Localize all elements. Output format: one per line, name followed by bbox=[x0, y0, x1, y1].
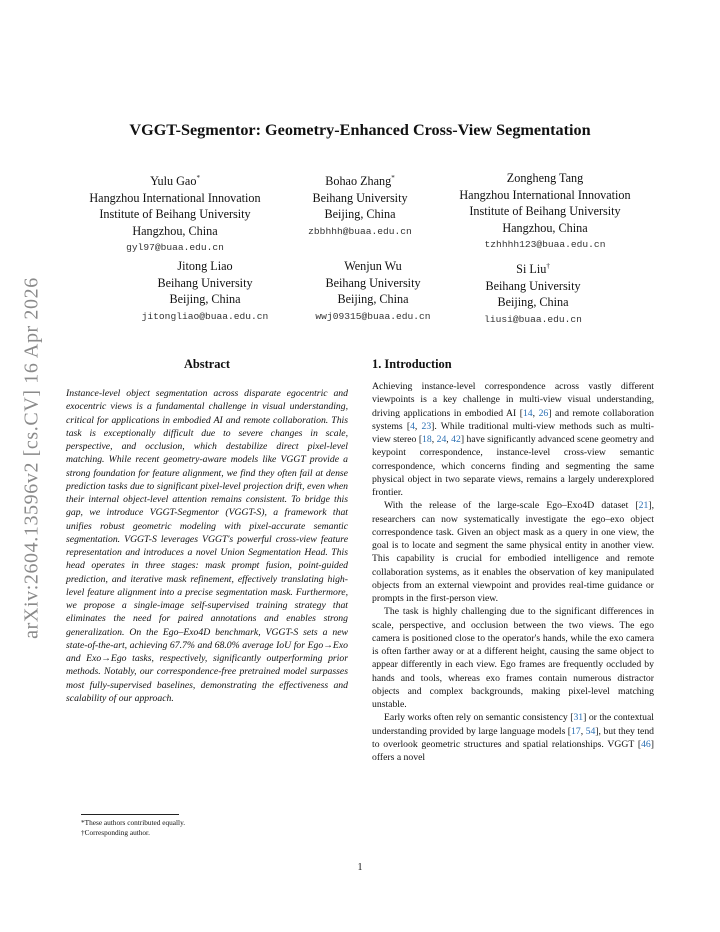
author-block bbox=[458, 258, 608, 328]
author-email[interactable]: gyl97@buaa.edu.cn bbox=[126, 242, 224, 254]
author-affiliation: Beihang University bbox=[157, 275, 253, 290]
author-location: Beijing, China bbox=[169, 292, 241, 306]
author-location: Hangzhou, China bbox=[132, 223, 218, 238]
citation-link[interactable]: 18 bbox=[422, 434, 432, 445]
author-affiliation: Institute of Beihang University bbox=[99, 207, 251, 222]
author-block bbox=[60, 170, 290, 256]
author-email[interactable]: jitongliao@buaa.edu.cn bbox=[141, 310, 269, 322]
citation-link[interactable]: 54 bbox=[585, 725, 596, 737]
author-name: Si Liu† bbox=[516, 262, 550, 277]
author-affiliation: Institute of Beihang University bbox=[469, 204, 621, 218]
citation-link[interactable]: 23 bbox=[421, 420, 432, 432]
citation-link[interactable]: 26 bbox=[538, 407, 549, 419]
author-location: Hangzhou, China bbox=[502, 220, 588, 235]
introduction-body bbox=[372, 380, 654, 764]
page-number: 1 bbox=[357, 862, 363, 873]
footnotes bbox=[81, 818, 351, 838]
citation-link[interactable]: 46 bbox=[641, 738, 651, 750]
citation-link[interactable]: 24 bbox=[436, 434, 447, 445]
citation-link[interactable]: 21 bbox=[638, 500, 649, 512]
author-affiliation: Hangzhou International Innovation bbox=[89, 190, 261, 205]
citation-link[interactable]: 42 bbox=[451, 434, 461, 445]
author-block bbox=[430, 170, 660, 253]
footnote-equal-contribution: *These authors contributed equally. bbox=[81, 818, 186, 827]
author-email[interactable]: wwj09315@buaa.edu.cn bbox=[315, 310, 431, 322]
citation-link[interactable]: 31 bbox=[573, 712, 584, 724]
author-name: Jitong Liao bbox=[177, 259, 233, 273]
footnote-corresponding-author: †Corresponding author. bbox=[81, 828, 150, 837]
citation-link[interactable]: 14 bbox=[522, 407, 533, 419]
corresponding-author-mark: † bbox=[546, 262, 550, 270]
equal-contribution-mark: * bbox=[391, 174, 395, 182]
author-block bbox=[290, 170, 430, 240]
author-location: Beijing, China bbox=[337, 292, 409, 306]
equal-contribution-mark: * bbox=[196, 174, 200, 182]
author-name: Zongheng Tang bbox=[506, 171, 584, 185]
intro-paragraph-3: The task is highly challenging due to the significant differences in scale, perspective, and occlusion between the two views. The ego camera is positioned close to the operator's hands, while the exo camera is often farther away or at a different height, causing the same object to appear differently in each view. Ego frames are frequently occluded by hands and tools, whereas exo frames contain numerous distractor objects and complex backgrounds, making pixel-level matching unstable. bbox=[372, 606, 654, 710]
intro-paragraph-1: Achieving instance-level correspondence across vastly different viewpoints is a key challenge in multi-view visual understanding, driving applications in embodied AI [14, 26] and remote collaboration systems [4, 23]. While traditional multi-view methods such as multi-view stereo [18, 24, 42] have significantly advanced scene geometry and keypoint correspondence, instance-level cross-view semantic correspondence, which concerns finding and segmenting the same physical object in two separate views, remains a largely underexplored frontier. bbox=[372, 381, 655, 498]
citation-link[interactable]: 17 bbox=[571, 725, 581, 737]
author-block bbox=[298, 258, 448, 325]
author-affiliation: Beihang University bbox=[312, 190, 408, 205]
author-email[interactable]: liusi@buaa.edu.cn bbox=[484, 313, 582, 325]
author-affiliation: Beihang University bbox=[485, 278, 581, 293]
author-location: Beijing, China bbox=[324, 207, 396, 222]
author-location: Beijing, China bbox=[497, 295, 569, 310]
author-name: Wenjun Wu bbox=[344, 259, 402, 273]
author-affiliation: Beihang University bbox=[325, 275, 421, 290]
arxiv-stamp bbox=[10, 258, 54, 658]
author-email[interactable]: tzhhhh123@buaa.edu.cn bbox=[484, 239, 606, 250]
arxiv-identifier[interactable]: arXiv:2604.13596v2 [cs.CV] 16 Apr 2026 bbox=[20, 277, 43, 639]
abstract-heading: Abstract bbox=[183, 357, 231, 371]
author-email[interactable]: zbbhhh@buaa.edu.cn bbox=[308, 225, 412, 237]
intro-paragraph-2: With the release of the large-scale Ego–Exo4D dataset [21], researchers can now systematically investigate the ego–exo object correspondence task. Given an object mask as a query in one view, the goal is to locate and segment the same physical entity in another view. This capability is crucial for embodied intelligence and remote collaboration systems, as it enables the observation of key manipulated objects from an external viewpoint and provides real-time guidance or prompts in the first-person view. bbox=[372, 500, 654, 604]
citation-link[interactable]: 4 bbox=[410, 420, 415, 432]
author-affiliation: Hangzhou International Innovation bbox=[459, 187, 631, 202]
footnote-divider bbox=[81, 814, 179, 815]
author-name: Bohao Zhang* bbox=[325, 174, 395, 189]
introduction-heading: 1. Introduction bbox=[372, 357, 452, 371]
intro-paragraph-4: Early works often rely on semantic consistency [31] or the contextual understanding provided by large language models [17, 54], but they tend to overlook geometric structures and spatial relationships. VGGT [46] offers a novel bbox=[372, 712, 655, 763]
author-block bbox=[120, 258, 290, 325]
author-name: Yulu Gao* bbox=[150, 174, 200, 189]
abstract-text: Instance-level object segmentation across disparate egocentric and exocentric views is a fundamental challenge in visual understanding, critical for applications in embodied AI and remote collaboration. This task is exceptionally difficult due to severe changes in scale, perspective, and occlusion, which destabilize direct pixel-level matching. While recent geometry-aware models like VGGT provide a strong foundation for feature alignment, we find they often fail at dense prediction tasks due to significant pixel-level projection drift, even when their internal object-level attention remains consistent. To bridge this gap, we introduce VGGT-Segmentor (VGGT-S), a framework that unifies robust geometric modeling with pixel-accurate semantic segmentation. VGGT-S leverages VGGT's powerful cross-view feature representation and introduces a novel Union Segmentation Head. This head operates in three stages: mask prompt fusion, point-guided prediction, and iterative mask refinement, effectively translating high-level feature alignment into a precise segmentation mask. Furthermore, we propose a single-image self-supervised training strategy that eliminates the need for paired annotations and enables strong generalization. On the Ego–Exo4D benchmark, VGGT-S sets a new state-of-the-art, achieving 67.7% and 68.0% average IoU for Ego→Exo and Exo→Ego tasks, respectively, significantly outperforming prior methods. Notably, our correspondence-free pretrained model surpasses most fully-supervised baselines, demonstrating the effectiveness and scalability of our approach. bbox=[66, 388, 348, 704]
paper-title: VGGT-Segmentor: Geometry-Enhanced Cross-View Segmentation bbox=[129, 121, 591, 139]
